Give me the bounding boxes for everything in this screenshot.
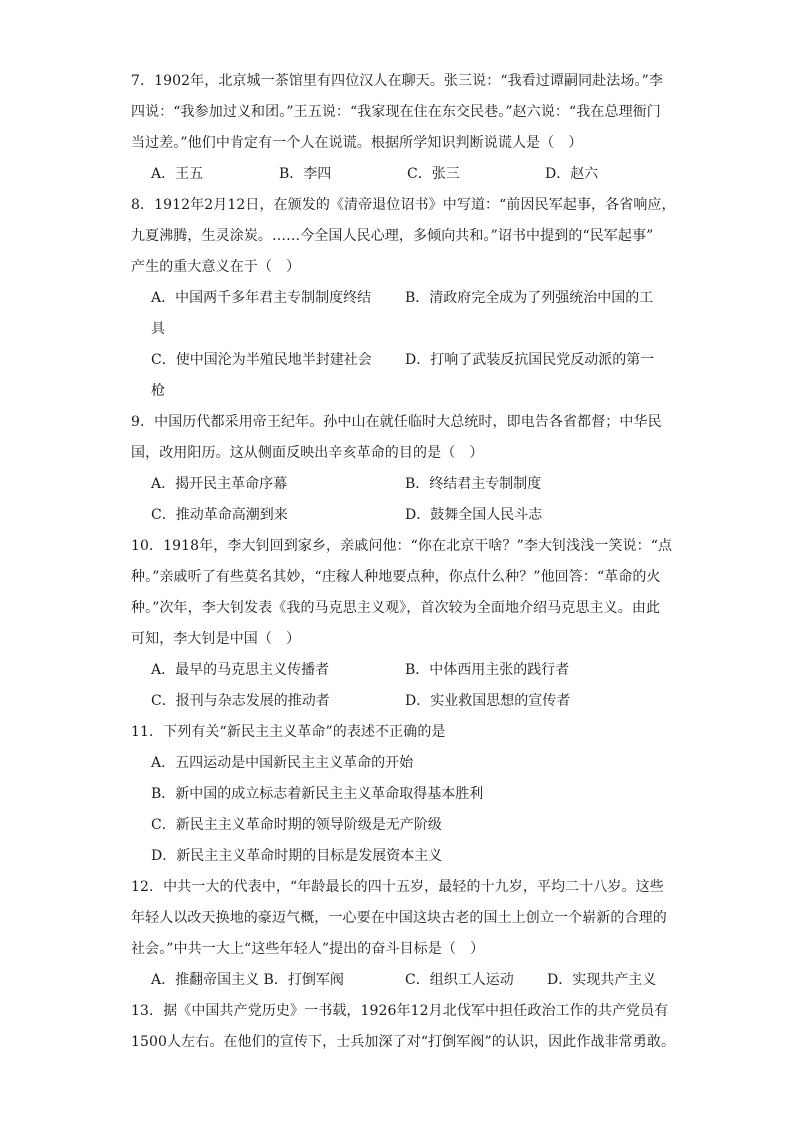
option-c: C．新民主主义革命时期的领导阶级是无产阶级 [151,817,442,833]
question-10-line-2: 种。”亲戚听了有些莫名其妙，“庄稼人种地要点种，你点什么种？”他回答：“革命的火 [131,569,661,585]
option-b: B．终结君主专制制度 [405,476,542,492]
question-10-options-row-2 [151,686,694,717]
question-10 [131,531,694,717]
question-8-line-1: 8．1912年2月12日，在颁发的《清帝退位诏书》中写道：“前因民军起事，各省响应， [131,197,676,213]
option-d-continuation: 枪 [151,383,165,399]
option-c: C．使中国沦为半殖民地半封建社会 [151,352,372,368]
option-d: D．实业救国思想的宣传者 [405,693,571,709]
question-9-line-2: 国，改用阳历。这从侧面反映出辛亥革命的目的是（ ） [131,445,484,461]
option-c: C．张三 [407,166,460,182]
question-11 [131,717,694,872]
question-9-options-row-1 [151,469,694,500]
option-a: A．中国两千多年君主专制制度终结 [151,290,372,306]
question-8-line-3: 产生的重大意义在于（ ） [131,259,301,275]
question-10-line-4: 可知，李大钊是中国（ ） [131,631,301,647]
question-7-line-1: 7．1902年，北京城一茶馆里有四位汉人在聊天。张三说：“我看过谭嗣同赴法场。”李 [131,73,663,89]
question-7-options [151,159,694,190]
question-12-line-3: 社会。”中共一大上“这些年轻人”提出的奋斗目标是（ ） [131,941,485,957]
question-8 [131,190,694,407]
question-12-line-1: 12．中共一大的代表中，“年龄最长的四十五岁，最轻的十九岁，平均二十八岁。这些 [131,879,664,895]
question-11-line-1: 11．下列有关“新民主主义革命”的表述不正确的是 [131,724,446,740]
option-d: D．新民主主义革命时期的目标是发展资本主义 [151,848,443,864]
question-13-line-2: 1500人左右。在他们的宣传下，士兵加深了对“打倒军阀”的认识，因此作战非常勇敢。 [131,1034,676,1050]
question-12-line-2: 年轻人以改天换地的豪迈气概，一心要在中国这块古老的国土上创立一个崭新的合理的 [131,910,667,926]
option-b: B．新中国的成立标志着新民主主义革命取得基本胜利 [151,786,484,802]
question-12 [131,872,694,996]
question-7 [131,66,694,190]
option-c: C．报刊与杂志发展的推动者 [151,693,330,709]
option-b: B．李四 [279,166,332,182]
option-a: A．王五 [151,166,204,182]
option-b-continuation: 具 [151,321,165,337]
question-9 [131,407,694,531]
option-a: A．揭开民主革命序幕 [151,476,288,492]
question-13-line-1: 13．据《中国共产党历史》一书载，1926年12月北伐军中担任政治工作的共产党员有 [131,1003,669,1019]
option-d: D．赵六 [545,166,599,182]
question-8-options-row-2 [151,345,694,376]
question-10-line-3: 种。”次年，李大钊发表《我的马克思主义观》，首次较为全面地介绍马克思主义。由此 [131,600,661,616]
question-10-options-row-1 [151,655,694,686]
option-a: A．最早的马克思主义传播者 [151,662,330,678]
option-d: D．打响了武装反抗国民党反动派的第一 [405,352,655,368]
question-7-line-3: 当过差。”他们中肯定有一个人在说谎。根据所学知识判断说谎人是（ ） [131,135,583,151]
option-d: D．鼓舞全国人民斗志 [405,507,543,523]
question-8-options-row-1 [151,283,694,314]
option-c: C．推动革命高潮到来 [151,507,288,523]
question-8-line-2: 九夏沸腾，生灵涂炭。……今全国人民心理，多倾向共和。”诏书中提到的“民军起事” [131,228,654,244]
question-13 [131,996,694,1058]
option-a: A．五四运动是中国新民主主义革命的开始 [151,755,414,771]
option-d: D．实现共产主义 [547,972,657,988]
question-11-options [151,748,694,872]
question-7-line-2: 四说：“我参加过义和团。”王五说：“我家现在住在东交民巷。”赵六说：“我在总理衙门 [131,104,661,120]
option-b: B．中体西用主张的践行者 [405,662,570,678]
option-c: C．组织工人运动 [405,972,514,988]
option-b: B．清政府完全成为了列强统治中国的工 [405,290,654,306]
question-10-line-1: 10．1918年，李大钊回到家乡，亲戚问他：“你在北京干啥？”李大钊浅浅一笑说：“点 [131,538,673,554]
question-9-options-row-2 [151,500,694,531]
question-9-line-1: 9．中国历代都采用帝王纪年。孙中山在就任临时大总统时，即电告各省都督；中华民 [131,414,662,430]
question-12-options [151,965,694,996]
option-a-b: A．推翻帝国主义 B．打倒军阀 [151,972,344,988]
